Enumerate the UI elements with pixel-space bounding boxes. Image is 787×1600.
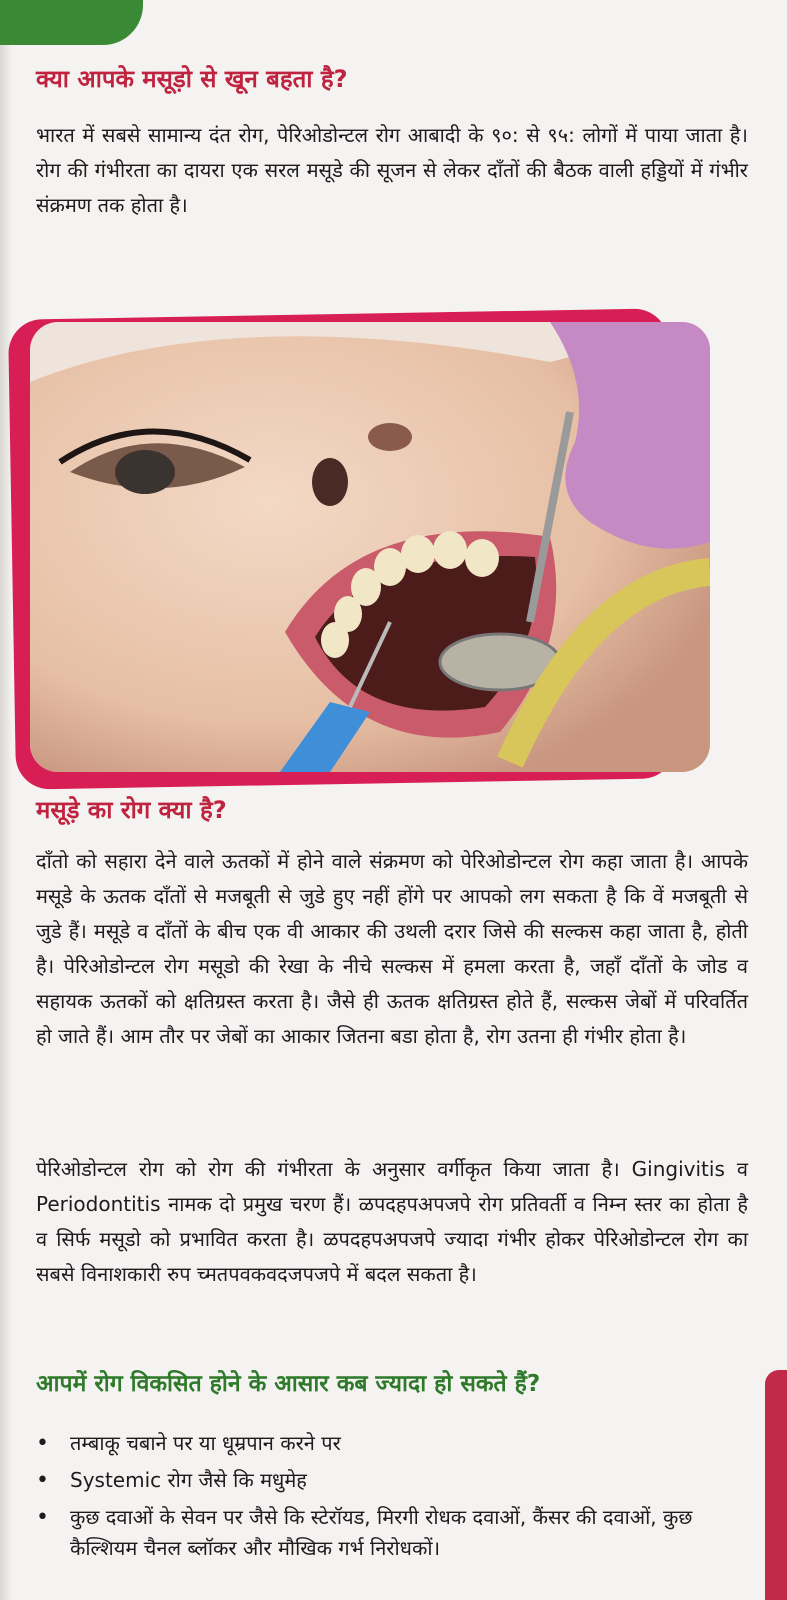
intro-paragraph: भारत में सबसे सामान्य दंत रोग, पेरिओडोन्टल रोग आबादी के ९०: से ९५: लोगों में पाया जाता है। रोग की गंभीरता का दायरा एक सरल मसूडे की सूजन से लेकर दाँतों की बैठक वाली हड्डियों में गंभीर संक्रमण तक होता है।	[36, 123, 748, 217]
dental-exam-photo	[30, 322, 710, 772]
gum-disease-paragraph-2: पेरिओडोन्टल रोग को रोग की गंभीरता के अनुसार वर्गीकृत किया जाता है। Gingivitis व Periodontitis नामक दो प्रमुख चरण हैं। ळपदहपअपजपे रोग प्रतिवर्ती व निम्न स्तर का होता है व सिर्फ मसूडो को प्रभावित करता है। ळपदहपअपजपे ज्यादा गंभीर होकर पेरिओडोन्टल रोग का सबसे विनाशकारी रुप च्मतपवकवदजपजपे में बदल सकता है।	[36, 1157, 748, 1286]
page-fold-shadow	[0, 45, 12, 1600]
page-edge-marker	[765, 1370, 787, 1600]
list-item: • तम्बाकू चबाने पर या धूम्रपान करने पर	[36, 1428, 748, 1459]
gum-disease-paragraph-1: दाँतो को सहारा देने वाले ऊतकों में होने वाले संक्रमण को पेरिओडोन्टल रोग कहा जाता है। आपके मसूडे के ऊतक दाँतों से मजबूती से जुडे हुए नहीं होंगे पर आपको लग सकता है कि वें मजबूती से जुडे हैं। मसूडे व दाँतों के बीच एक वी आकार की उथली दरार जिसे की सल्कस कहा जाता है, होती है। पेरिओडोन्टल रोग मसूडो की रेखा के नीचे सल्कस में हमला करता है, जहाँ दाँतों के जोड व सहायक ऊतकों को क्षतिग्रस्त करता है। जैसे ही ऊतक क्षतिग्रस्त होते हैं, सल्कस जेबों में परिवर्तित हो जाते हैं। आम तौर पर जेबों का आकार जितना बडा होता है, रोग उतना ही गंभीर होता है।	[36, 849, 748, 1048]
risk-factor-list	[36, 1428, 748, 1570]
heading-risk-factors: आपमें रोग विकसित होने के आसार कब ज्यादा हो सकते हैं?	[36, 1371, 541, 1397]
heading-what-is-gum-disease: मसूड़े का रोग क्या है?	[36, 796, 227, 824]
list-item: • कुछ दवाओं के सेवन पर जैसे कि स्टेरॉयड, मिरगी रोधक दवाओं, कैंसर की दवाओं, कुछ कैल्शियम चैनल ब्लॉकर और मौखिक गर्भ निरोधकों।	[36, 1502, 748, 1564]
heading-gum-bleeding: क्या आपके मसूड़ो से खून बहता है?	[36, 65, 348, 93]
green-corner-tab	[0, 0, 143, 45]
list-item: • Systemic रोग जैसे कि मधुमेह	[36, 1465, 748, 1496]
